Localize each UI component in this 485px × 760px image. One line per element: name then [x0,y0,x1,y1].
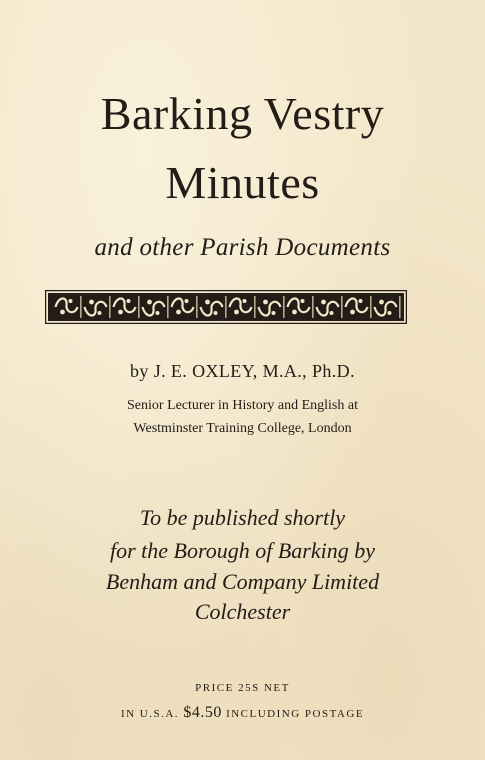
ornament-divider [283,296,285,318]
ornament-dot [156,311,160,315]
ornament-dot [185,299,189,303]
ornament-dot [176,310,181,315]
ornament-dot [321,300,326,305]
publication-line-3: Benham and Company Limited [105,569,380,594]
ornament-dot [388,311,392,315]
publication-line-1: To be published shortly [139,505,346,530]
ornament-dot [359,299,363,303]
ornament-divider [254,296,256,318]
publication-line-2: for the Borough of Barking by [110,538,375,563]
author-affiliation-line-1: Senior Lecturer in History and English at [127,398,358,413]
ornament-dot [234,310,239,315]
ornament-dot [379,300,384,305]
ornament-divider [138,296,140,318]
price-usa-prefix: IN U.S.A. [120,708,180,720]
ornament-divider [341,296,343,318]
price-usa-amount: $4.50 [183,704,222,721]
author-byline: by J. E. OXLEY, M.A., Ph.D. [130,361,355,381]
ornament-dot [214,311,218,315]
ornament-dot [98,311,102,315]
title-line-2: Minutes [165,157,320,208]
ornament-dot [118,310,123,315]
ornament-divider [399,296,401,318]
ornament-dot [147,300,152,305]
ornament-dot [263,300,268,305]
ornament-dot [127,299,131,303]
title-line-1: Barking Vestry [100,88,385,139]
ornament-dot [350,310,355,315]
ornament-divider [80,296,82,318]
author-affiliation-line-2: Westminster Training College, London [133,421,352,436]
ornament-dot [69,299,73,303]
subtitle: and other Parish Documents [94,234,391,261]
price-usa-line [0,705,485,722]
price-line: PRICE 25S NET [195,682,290,694]
ornament-dot [89,300,94,305]
ornament-dot [330,311,334,315]
publication-line-4: Colchester [194,599,291,624]
ornament-dot [60,310,65,315]
ornament-divider [312,296,314,318]
ornament-divider [167,296,169,318]
ornamental-border-icon [45,290,407,324]
price-usa-suffix: INCLUDING POSTAGE [226,708,365,720]
ornament-dot [205,300,210,305]
ornament-divider [196,296,198,318]
ornament-dot [292,310,297,315]
ornament-divider [370,296,372,318]
ornament-divider [109,296,111,318]
ornament-dot [301,299,305,303]
ornament-dot [243,299,247,303]
ornament-dot [272,311,276,315]
ornament-divider [225,296,227,318]
